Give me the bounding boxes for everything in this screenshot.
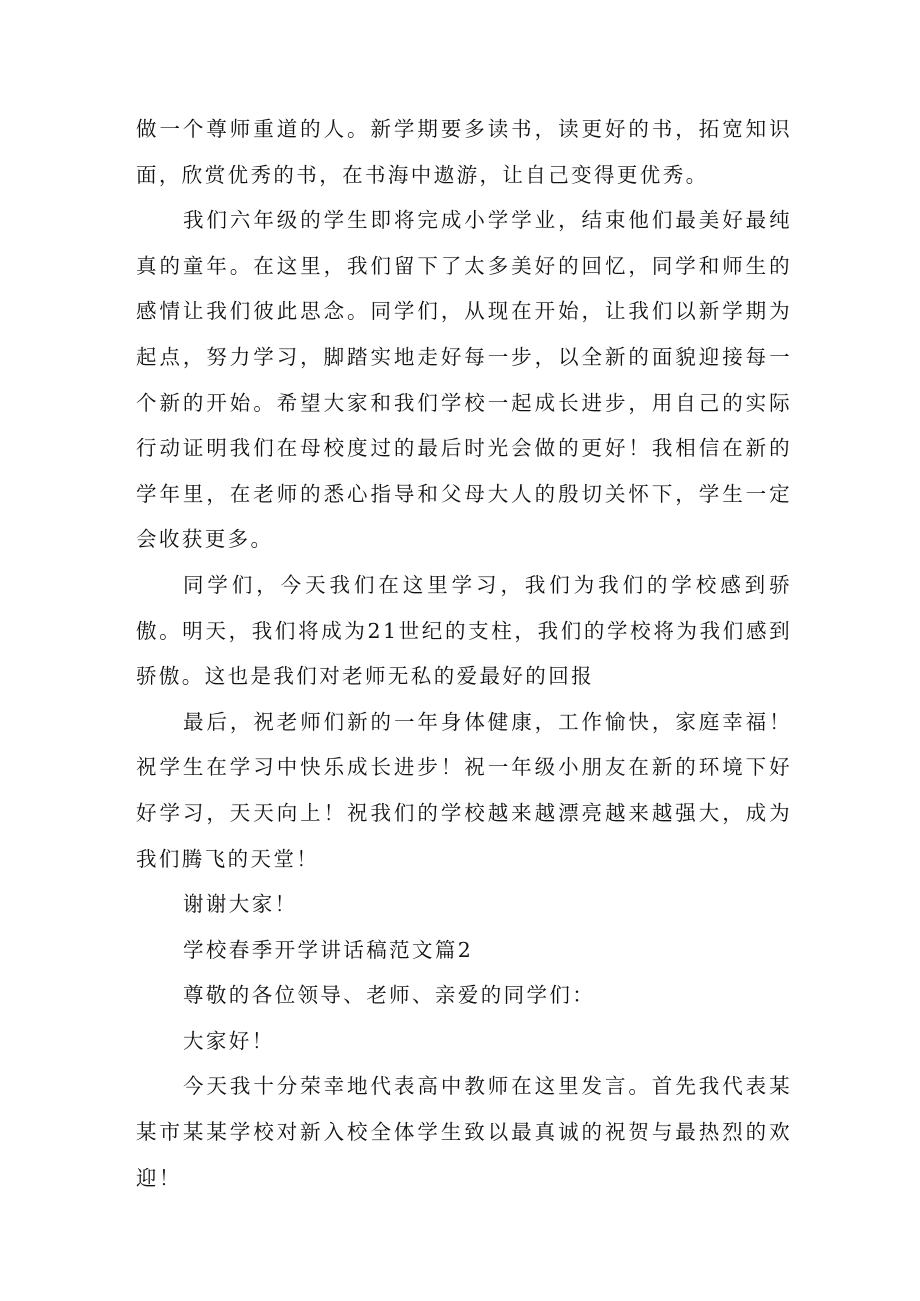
paragraph-thanks: 谢谢大家！ — [183, 892, 298, 917]
greeting: 大家好！ — [183, 1028, 275, 1053]
section-title: 学校春季开学讲话稿范文篇2 — [183, 937, 474, 962]
salutation: 尊敬的各位领导、老师、亲爱的同学们： — [183, 983, 596, 1008]
paragraph-continuation: 做一个尊师重道的人。新学期要多读书，读更好的书，拓宽知识面，欣赏优秀的书，在书海中遨游，让自己变得更优秀。 — [136, 117, 792, 187]
paragraph-sixth-grade: 我们六年级的学生即将完成小学学业，结束他们最美好最纯真的童年。在这里，我们留下了太多美好的回忆，同学和师生的感情让我们彼此思念。同学们，从现在开始，让我们以新学期为起点，努力学习，脚踏实地走好每一步，以全新的面貌迎接每一个新的开始。希望大家和我们学校一起成长进步，用自己的实际行动证明我们在母校度过的最后时光会做的更好！我相信在新的学年里，在老师的悉心指导和父母大人的殷切关怀下，学生一定会收获更多。 — [136, 208, 792, 552]
paragraph-wishes: 最后，祝老师们新的一年身体健康，工作愉快，家庭幸福！祝学生在学习中快乐成长进步！祝一年级小朋友在新的环境下好好学习，天天向上！祝我们的学校越来越漂亮越来越强大，成为我们腾飞的天堂！ — [136, 709, 792, 871]
paragraph-opening: 今天我十分荣幸地代表高中教师在这里发言。首先我代表某某市某某学校对新入校全体学生致以最真诚的祝贺与最热烈的欢迎！ — [136, 1074, 792, 1190]
document-body — [136, 107, 792, 1201]
paragraph-pride: 同学们，今天我们在这里学习，我们为我们的学校感到骄傲。明天，我们将成为21世纪的支柱，我们的学校将为我们感到骄傲。这也是我们对老师无私的爱最好的回报 — [136, 572, 792, 689]
